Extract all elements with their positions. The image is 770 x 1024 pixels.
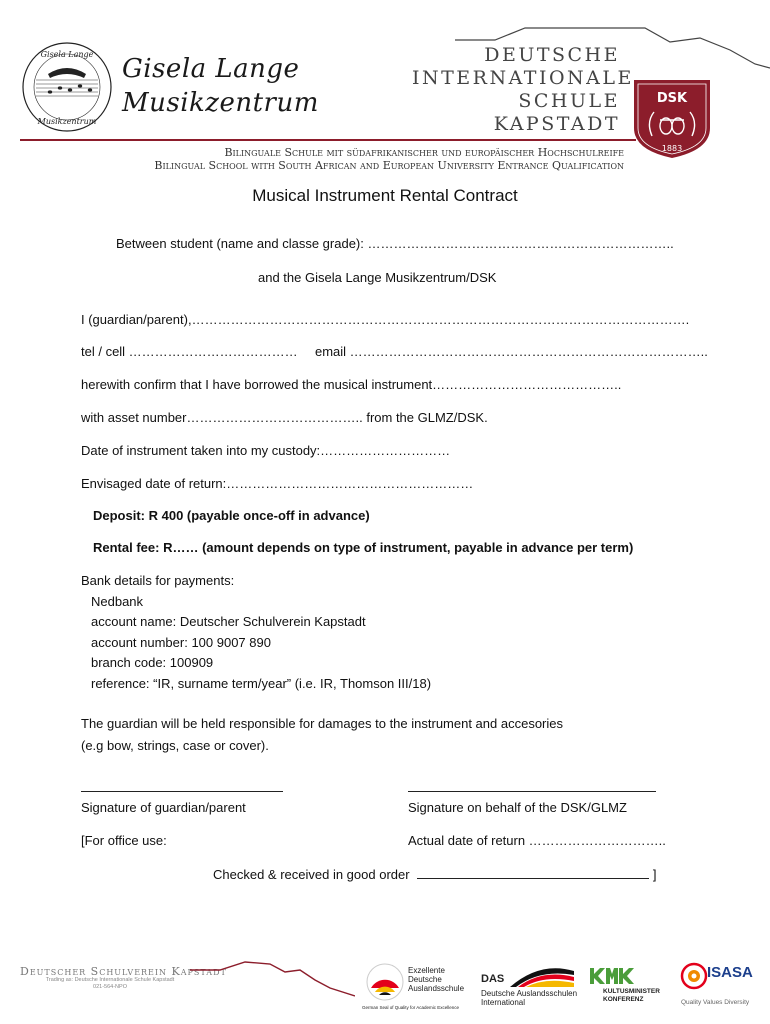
guardian-field: I (guardian/parent),……………………………………………………………………………………………………. bbox=[81, 312, 690, 327]
account-number: account number: 100 9007 890 bbox=[91, 634, 271, 650]
exz-line1: Exzellente bbox=[408, 966, 445, 975]
seal-bottom-text: Musikzentrum bbox=[37, 117, 97, 126]
document-title: Musical Instrument Rental Contract bbox=[252, 186, 518, 205]
asset-number-field: with asset number………………………………….. from the GLMZ/DSK. bbox=[81, 410, 488, 425]
branch-code: branch code: 100909 bbox=[91, 655, 214, 671]
glmz-name-line2: Musikzentrum bbox=[122, 88, 319, 118]
dsk-word-4: KAPSTADT bbox=[493, 113, 620, 135]
dsv-subtext bbox=[20, 977, 200, 991]
tagline-english: Bilingual School with South African and European University Entrance Qualification bbox=[154, 159, 624, 172]
shield-year: 1883 bbox=[661, 144, 683, 153]
seal-top-text: Gisela Lange bbox=[40, 50, 94, 59]
damages-line-2: (e.g bow, strings, case or cover). bbox=[81, 738, 269, 753]
glmz-seal-logo bbox=[20, 40, 114, 134]
footer-mountain-line bbox=[190, 958, 355, 998]
and-glmz-line: and the Gisela Lange Musikzentrum/DSK bbox=[258, 270, 497, 285]
between-student-field: Between student (name and classe grade): …………………………………………………………….. bbox=[116, 236, 674, 251]
payment-reference: reference: “IR, surname term/year” (i.e. IR, Thomson III/18) bbox=[91, 675, 432, 691]
dsv-npo: 021-564-NPO bbox=[93, 984, 127, 990]
exz-line3: Auslandsschule bbox=[408, 984, 465, 993]
letterhead bbox=[0, 0, 770, 180]
bank-details bbox=[81, 571, 431, 695]
dsk-word-2: INTERNATIONALE bbox=[412, 67, 634, 89]
dsk-word-3: SCHULE bbox=[518, 90, 620, 112]
das-swoosh-icon bbox=[510, 965, 574, 987]
borrowed-instrument-field: herewith confirm that I have borrowed the musical instrument…………………………………….. bbox=[81, 377, 622, 392]
tel-field: tel / cell ………………………………… bbox=[81, 344, 298, 359]
bilingual-tagline bbox=[134, 146, 624, 172]
checked-received-row bbox=[213, 867, 656, 882]
das-line1: Deutsche Auslandsschulen bbox=[481, 989, 578, 998]
guardian-signature-line bbox=[81, 791, 283, 792]
isasa-emblem-icon bbox=[680, 962, 708, 990]
office-use-label: [For office use: bbox=[81, 833, 167, 848]
custody-date-field: Date of instrument taken into my custody:………………………… bbox=[81, 443, 451, 458]
tagline-german: Bilinguale Schule mit südafrikanischer und europäischer Hochschulreife bbox=[224, 146, 624, 159]
glmz-wordmark bbox=[122, 52, 319, 120]
dsk-word-1: DEUTSCHE bbox=[484, 44, 620, 66]
email-field: email ……………………………………………………………………….. bbox=[315, 344, 708, 359]
kmk-line1: KULTUSMINISTER bbox=[603, 988, 660, 995]
dsk-signature-line bbox=[408, 791, 656, 792]
glmz-name-line1: Gisela Lange bbox=[122, 54, 300, 84]
checked-received-blank bbox=[417, 867, 649, 879]
kmk-label bbox=[603, 988, 660, 1004]
return-date-field: Envisaged date of return:………………………………………………… bbox=[81, 476, 474, 491]
das-line2: International bbox=[481, 998, 526, 1007]
dsv-trading: Trading as: Deutsche Internationale Schule Kapstadt bbox=[45, 977, 175, 983]
checked-received-label: Checked & received in good order bbox=[213, 867, 410, 882]
actual-return-field: Actual date of return ………………………….. bbox=[408, 833, 666, 848]
signature-guardian-label: Signature of guardian/parent bbox=[81, 800, 246, 815]
rental-fee-line: Rental fee: R…… (amount depends on type of instrument, payable in advance per term) bbox=[93, 540, 634, 555]
signature-dsk-label: Signature on behalf of the DSK/GLMZ bbox=[408, 800, 627, 815]
das-label bbox=[481, 989, 577, 1007]
dsk-wordmark bbox=[412, 44, 634, 136]
exz-line2: Deutsche bbox=[408, 975, 442, 984]
bank-heading: Bank details for payments: bbox=[81, 573, 235, 588]
closing-bracket: ] bbox=[652, 867, 657, 882]
dsk-shield-logo bbox=[632, 78, 712, 160]
account-name: account name: Deutscher Schulverein Kapstadt bbox=[91, 614, 366, 630]
dsv-name: Deutscher Schulverein Kapstadt bbox=[20, 965, 227, 978]
exzellente-label bbox=[408, 966, 464, 993]
deposit-line: Deposit: R 400 (payable once-off in advance) bbox=[93, 508, 370, 523]
isasa-abbr: ISASA bbox=[707, 964, 753, 981]
shield-label: DSK bbox=[656, 91, 688, 106]
das-abbr: DAS bbox=[481, 973, 505, 985]
exzellente-seal-icon bbox=[365, 962, 405, 1002]
kmk-line2: KONFERENZ bbox=[603, 996, 644, 1003]
kmk-logo-icon bbox=[590, 968, 634, 984]
header-divider bbox=[20, 139, 636, 141]
damages-line-1: The guardian will be held responsible for damages to the instrument and accesories bbox=[81, 716, 563, 731]
bank-name: Nedbank bbox=[91, 593, 144, 609]
exz-seal-text: German Seal of Quality for Academic Excellence bbox=[362, 1005, 460, 1010]
isasa-tagline: Quality Values Diversity bbox=[681, 999, 750, 1006]
